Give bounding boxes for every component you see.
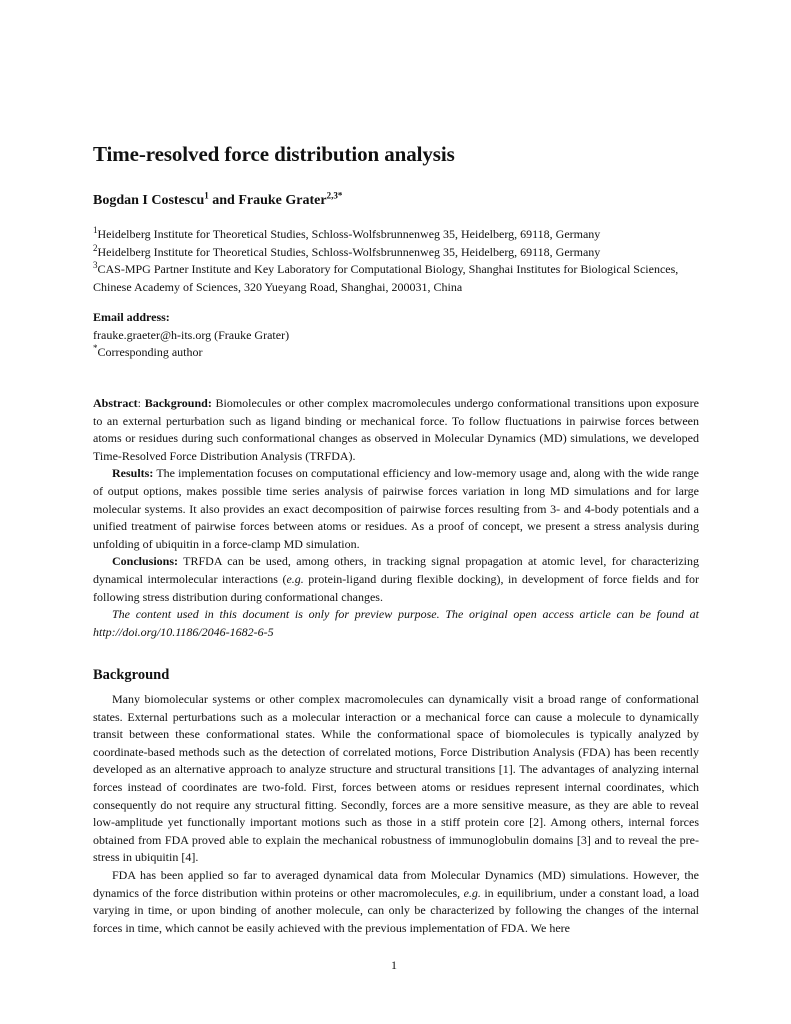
abstract [93,395,699,641]
results-text: The implementation focuses on computational efficiency and low-memory usage and, along with the wide range of output options, makes possible time series analysis of pairwise forces variation in long MD simulations and for large molecular systems. It also provides an exact decomposition of pairwise forces resulting from 3- and 4-body potentials and a unified treatment of pairwise forces between atoms or residues. As a proof of concept, we present a stress analysis during unfolding of ubiquitin in a force-clamp MD simulation. [93,466,699,551]
abstract-results [93,465,699,553]
affiliations [93,226,699,296]
page-number: 1 [391,958,397,972]
body-text: FDA has been applied so far to averaged dynamical data from Molecular Dynamics (MD) simulations. However, the dynamics of the force distribution within proteins or other macromolecules, [93,867,699,900]
background-label: Background: [144,396,212,410]
abstract-colon: : [137,396,145,410]
paper-title: Time-resolved force distribution analysis [93,142,455,166]
corresponding-note [93,344,289,362]
author-conjunction: and [208,193,239,208]
affiliation-number: 3 [93,260,98,270]
contact-block [93,309,289,362]
email-line: frauke.graeter@h-its.org (Frauke Grater) [93,327,290,342]
preview-note: The content used in this document is only for preview purpose. The original open access article can be found at http://doi.org/10.1186/2046-1682-6-5 [93,607,699,639]
affiliation-text: Heidelberg Institute for Theoretical Studies, Schloss-Wolfsbrunnenweg 35, Heidelberg, 69118, Germany [97,227,601,241]
conclusions-eg: e.g. [286,571,304,586]
author-affiliation-mark: 2,3* [326,190,343,201]
affiliation-text: CAS-MPG Partner Institute and Key Laboratory for Computational Biology, Shanghai Institutes for Biological Sciences, Chinese Academy of Sciences, 320 Yueyang Road, Shanghai, 200031, China [93,262,679,294]
background-section-body [93,691,699,937]
affiliation-number: 1 [93,225,98,235]
author-list [93,190,343,209]
author-name: Frauke Grater [238,193,327,208]
body-paragraph: Many biomolecular systems or other complex macromolecules can dynamically visit a broad range of conformational states. External perturbations such as a molecular interaction or a mechanical force can cause a molecule to dynamically transit between these conformational states. While the conformational space of biomolecules is typically analyzed by coordinate-based methods such as the detection of correlated motions, Force Distribution Analysis (FDA) has been recently developed as an alternative approach to analyze structure and structural transitions [1]. The advantages of analyzing internal forces instead of coordinates are two-fold. First, forces between atoms or residues represent internal coordinates, which consequently do not require any structural fitting. Secondly, forces are a more sensitive measure, as they are able to reveal low-amplitude yet functionally important motions such as those in a stiff protein core [2]. Among others, internal forces obtained from FDA proved able to explain the mechanical robustness of immunoglobulin domains [3] and to reveal the pre-stress in ubiquitin [4]. [93,692,699,865]
section-heading: Background [93,667,170,683]
email-heading: Email address: [93,310,170,324]
abstract-background [93,395,699,465]
background-text: Biomolecules or other complex macromolecules undergo conformational transitions upon exposure to an external perturbation such as ligand binding or mechanical force. To follow fluctuations in pairwise forces between atoms or residues during such conformational changes as observed in Molecular Dynamics (MD) simulations, we developed Time-Resolved Force Distribution Analysis (TRFDA). [93,396,699,463]
affiliation [93,261,699,296]
affiliation [93,244,699,262]
abstract-conclusions [93,553,699,606]
body-paragraph [93,867,699,937]
affiliation-number: 2 [93,242,98,253]
author-name: Bogdan I Costescu [93,193,205,208]
body-eg: e.g. [463,885,481,900]
corresponding-mark: * [93,343,98,353]
conclusions-label: Conclusions: [112,554,179,569]
affiliation [93,226,699,244]
author-affiliation-mark: 1 [204,190,209,201]
affiliation-text: Heidelberg Institute for Theoretical Studies, Schloss-Wolfsbrunnenweg 35, Heidelberg, 69118, Germany [97,244,601,259]
abstract-label: Abstract [93,396,138,410]
conclusions-text: TRFDA can be used, among others, in tracking signal propagation at atomic level, for characterizing dynamical intermolecular interactions ( [93,554,699,586]
body-text-2: in equilibrium, under a constant load, a load varying in time, or upon binding of another molecule, can only be characterized by following the changes of the internal forces in time, which cannot be easily achieved with the previous implementation of FDA. We here [93,885,699,935]
corresponding-text: Corresponding author [97,345,203,359]
conclusions-text-2: protein-ligand during flexible docking), in development of force fields and for following stress distribution during conformational changes. [93,571,699,604]
results-label: Results: [112,466,154,481]
